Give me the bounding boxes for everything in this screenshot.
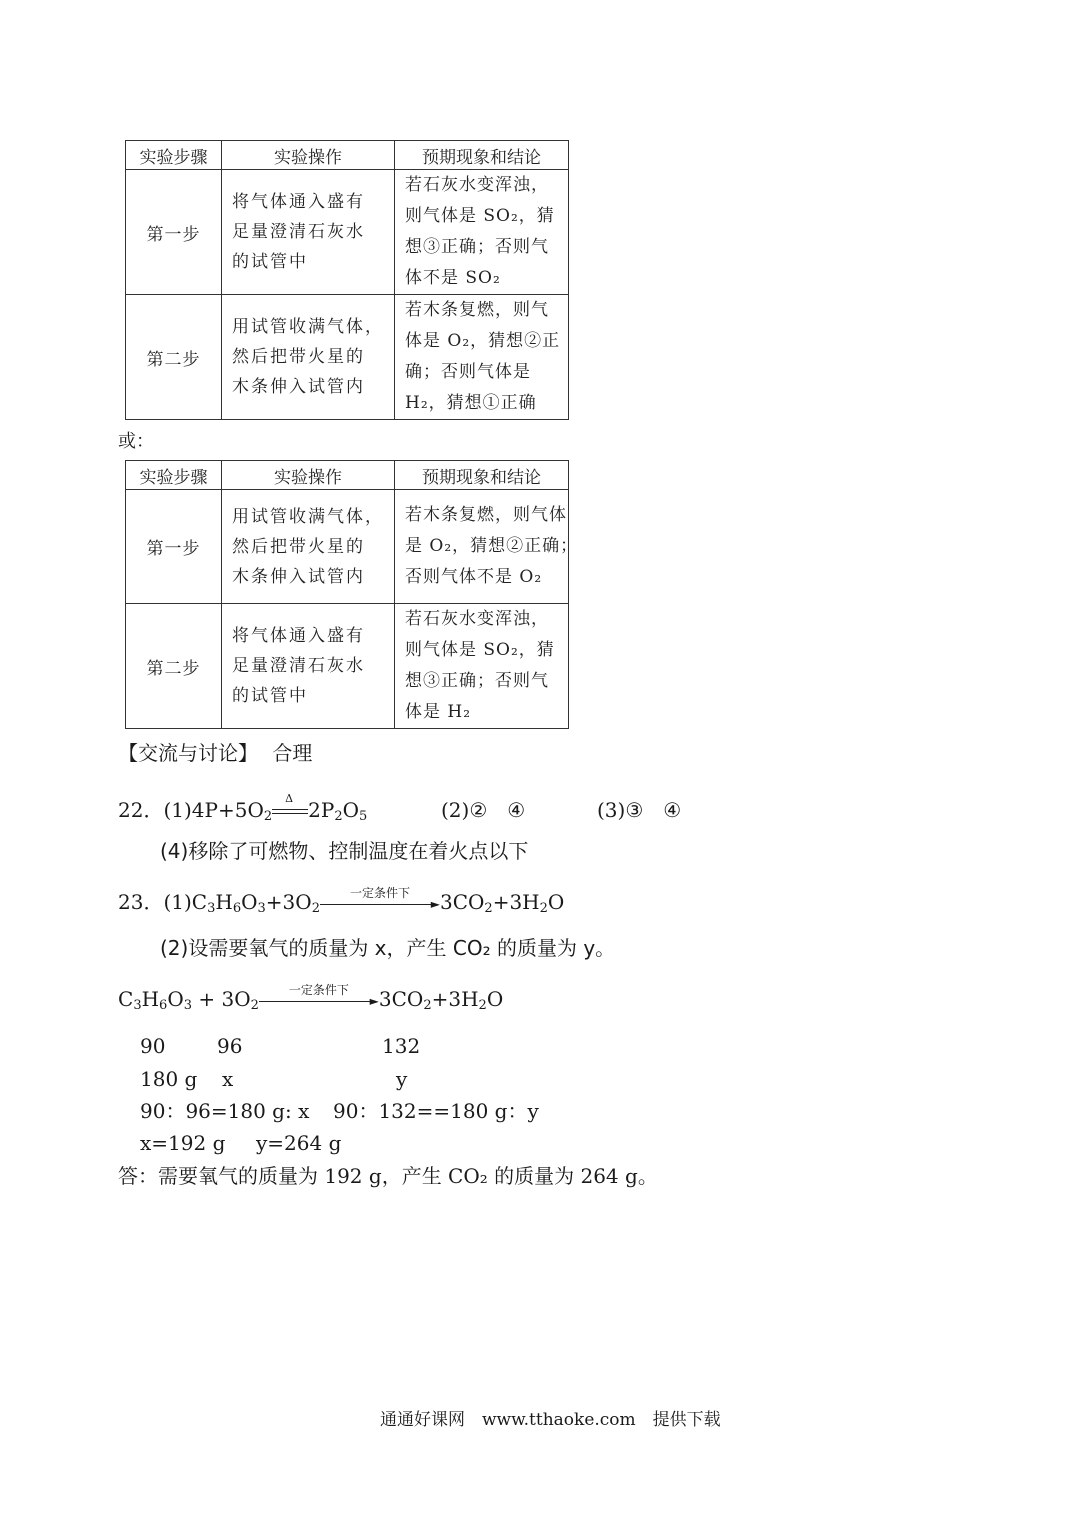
given-y: y <box>396 1067 408 1091</box>
q23-part-2: (2)设需要氧气的质量为 x，产生 CO₂ 的质量为 y。 <box>160 936 616 960</box>
proportion-1: 90：96=180 g: x <box>140 1099 310 1123</box>
q22-part-3: (3)③ ④ <box>597 798 682 822</box>
result-cell: 若木条复燃，则气 体是 O₂，猜想②正 确；否则气体是 H₂，猜想①正确 <box>395 295 569 420</box>
table-header-row <box>126 141 569 170</box>
given-180g: 180 g <box>140 1067 198 1091</box>
header-step: 实验步骤 <box>126 141 222 170</box>
q23-line-1: 23．$(1)C_3H_6O_3+3O_2$ 一定条件下 ► $3CO_2+3H_2O$ <box>118 885 565 916</box>
reaction-arrow: 一定条件下 ► <box>320 899 440 909</box>
experiment-table-2 <box>125 460 579 729</box>
discussion-answer: 合理 <box>272 741 313 765</box>
operation-cell: 用试管收满气体， 然后把带火星的 木条伸入试管内 <box>222 295 395 420</box>
q22-eq-prefix: (1)4P+5O <box>163 798 264 822</box>
proportion-2: 90：132==180 g：y <box>333 1099 539 1123</box>
operation-cell: 用试管收满气体， 然后把带火星的 木条伸入试管内 <box>222 490 395 604</box>
ratio-132: 132 <box>382 1034 421 1058</box>
operation-cell: 将气体通入盛有 足量澄清石灰水 的试管中 <box>222 604 395 729</box>
q22-eq-product: 2P <box>308 798 335 822</box>
experiment-table-1 <box>125 140 569 420</box>
solution-x: x=192 g <box>140 1131 226 1155</box>
reaction-arrow: 一定条件下 ► <box>259 996 379 1006</box>
heating-condition-sign: Δ <box>272 807 308 817</box>
q22-part-4: (4)移除了可燃物、控制温度在着火点以下 <box>160 839 529 863</box>
solution-y: y=264 g <box>256 1131 342 1155</box>
result-cell: 若石灰水变浑浊， 则气体是 SO₂，猜 想③正确；否则气 体是 H₂ <box>395 604 569 729</box>
header-step: 实验步骤 <box>126 461 222 490</box>
q22-number: 22． <box>118 798 164 822</box>
or-label: 或： <box>118 431 154 452</box>
table-header-row <box>126 461 569 490</box>
header-result: 预期现象和结论 <box>395 141 569 170</box>
discussion-line <box>118 741 312 765</box>
step-cell: 第一步 <box>126 170 222 295</box>
table-row <box>126 604 569 729</box>
header-result: 预期现象和结论 <box>395 461 569 490</box>
ratio-96: 96 <box>217 1034 243 1058</box>
q22-line-1: 22．$(1)4P+5O_2$ Δ $2P_2O_5$ <box>118 791 368 824</box>
q23-equation: $C_3H_6O_3 + 3O_2$ 一定条件下 ► $3CO_2+3H_2O$ <box>118 982 504 1013</box>
header-operation: 实验操作 <box>222 141 395 170</box>
q23-answer: 答：需要氧气的质量为 192 g，产生 CO₂ 的质量为 264 g。 <box>118 1164 658 1188</box>
q22-part-2: (2)② ④ <box>441 798 526 822</box>
header-operation: 实验操作 <box>222 461 395 490</box>
ratio-90: 90 <box>140 1034 166 1058</box>
table-row <box>126 490 569 604</box>
q23-number: 23． <box>118 890 164 914</box>
table-row <box>126 170 569 295</box>
operation-cell: 将气体通入盛有 足量澄清石灰水 的试管中 <box>222 170 395 295</box>
result-cell: 若木条复燃，则气体 是 O₂，猜想②正确； 否则气体不是 O₂ <box>395 490 569 604</box>
given-x: x <box>222 1067 234 1091</box>
footer-text: 通通好课网 www.tthaoke.com 提供下载 <box>380 1410 721 1430</box>
step-cell: 第二步 <box>126 604 222 729</box>
result-cell: 若石灰水变浑浊， 则气体是 SO₂，猜 想③正确；否则气 体不是 SO₂ <box>395 170 569 295</box>
table-row <box>126 295 569 420</box>
step-cell: 第一步 <box>126 490 222 604</box>
discussion-label: 【交流与讨论】 <box>118 741 258 765</box>
step-cell: 第二步 <box>126 295 222 420</box>
